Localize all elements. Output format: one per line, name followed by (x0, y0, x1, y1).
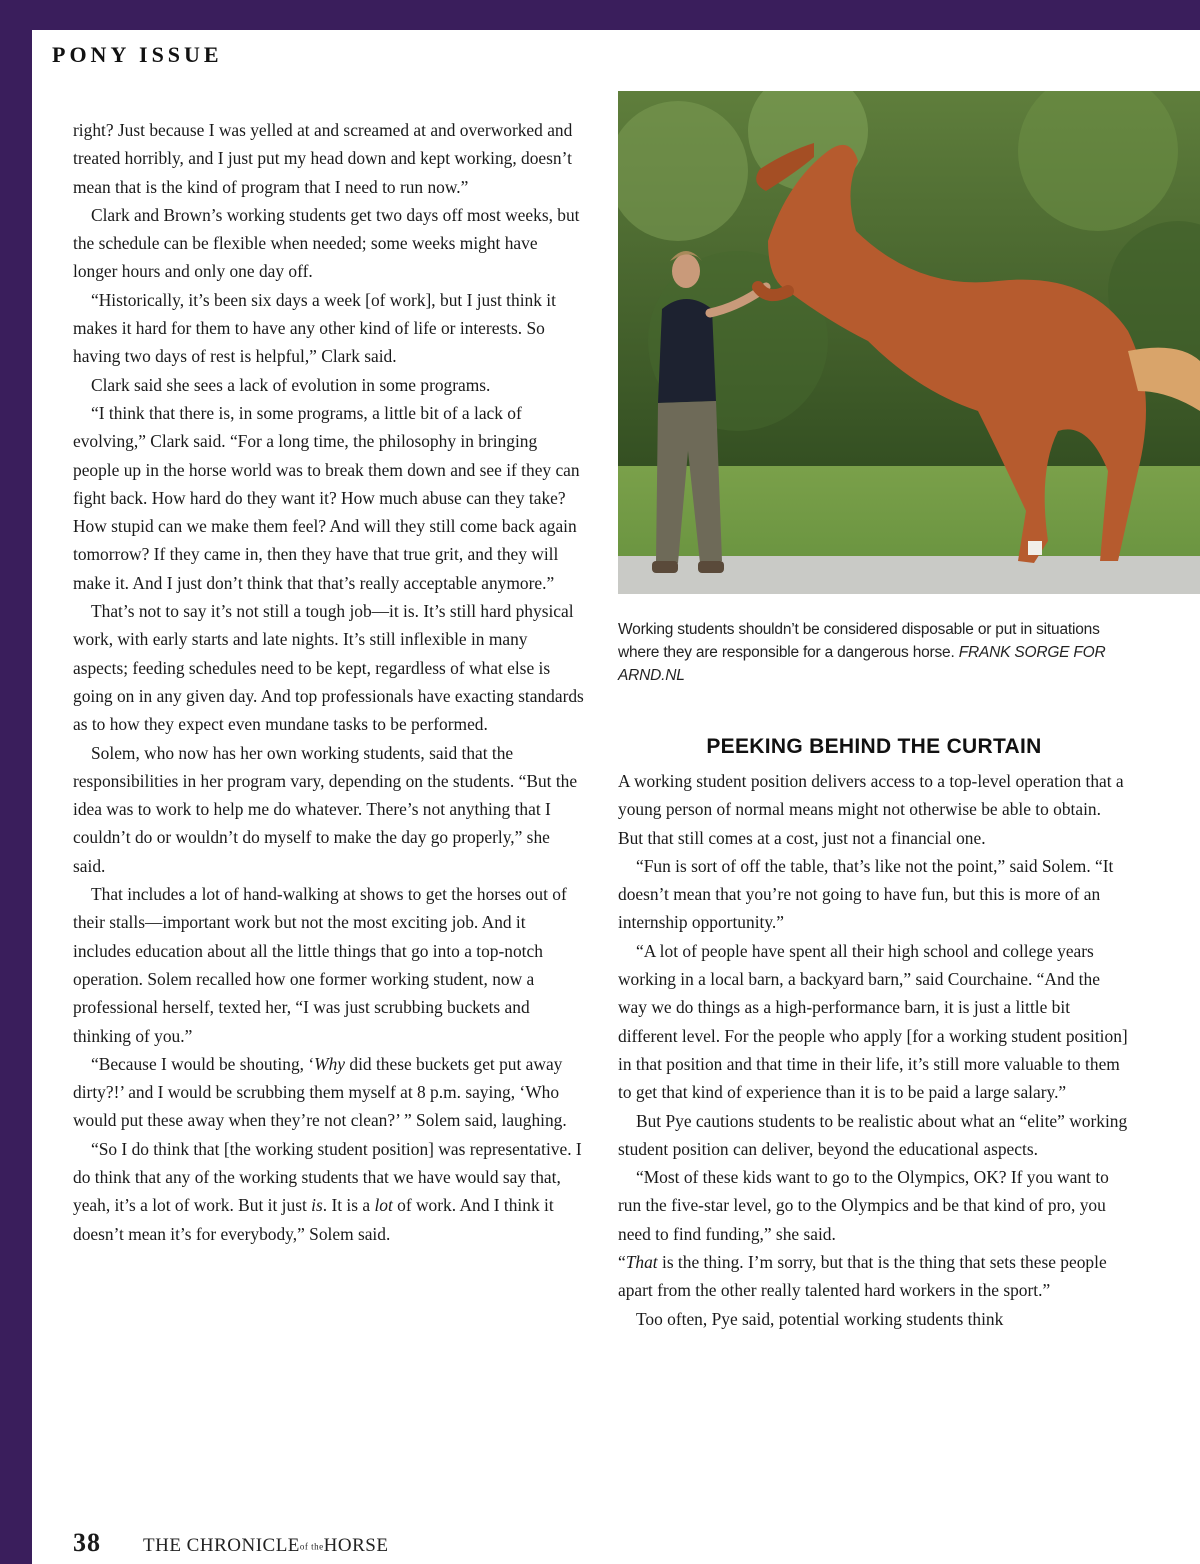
paragraph: Too often, Pye said, potential working students think (636, 1308, 1004, 1329)
paragraph: Clark said she sees a lack of evolution in some programs. (91, 374, 491, 395)
left-border (0, 0, 32, 1564)
paragraph: right? Just because I was yelled at and screamed at and overworked and treated horribly, and I just put my head down and kept working, doesn’t mean that is the kind of program that I need to run now.” (73, 120, 573, 197)
paragraph: “I think that there is, in some programs, a little bit of a lack of evolving,” Clark said. “For a long time, the philosophy in bringing people up in the horse world was to break them down and see if they can fight back. How hard do they want it? How much abuse can they take? How stupid can we make them feel? And will they still come back again tomorrow? If they came in, then they have that true grit, and they will make it. And I just don’t think that that’s really acceptable anymore.” (73, 402, 580, 593)
photo-credit: FRANK SORGE FOR ARND.NL (618, 644, 1106, 684)
paragraph: That includes a lot of hand-walking at shows to get the horses out of their stalls—important work but not the most exciting job. And it includes education about all the little things that go into a top-notch operation. Solem recalled how one former working student, now a professional herself, texted her, “I was just scrubbing buckets and thinking of you.” (73, 884, 567, 1046)
horse-photo (618, 91, 1200, 594)
paragraph: “So I do think that [the working student position] was representative. I do think that any of the working students that we have would say that, yeah, it’s a lot of work. But it just is. It is a lot of work. And I think it doesn’t mean it’s for everybody,” Solem said. (73, 1138, 582, 1244)
top-border (0, 0, 1200, 30)
paragraph: “Because I would be shouting, ‘Why did these buckets get put away dirty?!’ and I would be scrubbing them myself at 8 p.m. saying, ‘Who would put these away when they’re not clean?’ ” Solem said, laughing. (73, 1053, 567, 1131)
magazine-name: THE CHRONICLEof theHORSE (143, 1535, 389, 1556)
paragraph: “A lot of people have spent all their high school and college years working in a local barn, a backyard barn,” said Courchaine. “And the way we do things as a high-performance barn, it is just a little bit different level. For the people who apply [for a working student position] in that position and that time in their life, it’s still more valuable to them to get that kind of experience than it is to be paid a large salary.” (618, 940, 1128, 1103)
photo-caption (618, 618, 1118, 687)
paragraph: “Fun is sort of off the table, that’s like not the point,” said Solem. “It doesn’t mean that you’re not going to have fun, but this is more of an internship opportunity.” (618, 855, 1114, 933)
paragraph: “Most of these kids want to go to the Olympics, OK? If you want to run the five-star level, go to the Olympics and be that kind of pro, you need to find funding,” she said. “That is the thing. I’m sorry, but that is the thing that sets these people apart from the other really talented hard workers in the sport.” (618, 1167, 1109, 1301)
paragraph: But Pye cautions students to be realistic about what an “elite” working student position can deliver, beyond the educational aspects. (618, 1110, 1128, 1159)
caption-text: Working students shouldn’t be considered disposable or put in situations where they are responsible for a dangerous horse. (618, 621, 1100, 661)
paragraph: That’s not to say it’s not still a tough job—it is. It’s still hard physical work, with early starts and late nights. It’s still inflexible in many aspects; feeding schedules need to be kept, regardless of what else is going on in any given day. And top professionals have exacting standards as to how they expect even mundane tasks to be performed. (73, 601, 584, 735)
section-label: PONY ISSUE (52, 42, 223, 67)
paragraph: Clark and Brown’s working students get two days off most weeks, but the schedule can be flexible when needed; some weeks might have longer hours and only one day off. (73, 204, 580, 282)
left-article-column (73, 116, 585, 1248)
right-article-column (618, 767, 1130, 1333)
paragraph: Solem, who now has her own working students, said that the responsibilities in her program vary, depending on the students. “But the idea was to work to help me do whatever. There’s not anything that I couldn’t do or wouldn’t do myself to make the day go properly,” she said. (73, 742, 578, 876)
section-heading: PEEKING BEHIND THE CURTAIN (706, 735, 1042, 758)
page-number: 38 (73, 1528, 101, 1557)
paragraph: A working student position delivers access to a top-level operation that a young person of normal means might not otherwise be able to obtain. But that still comes at a cost, just not a financial one. (618, 771, 1124, 848)
paragraph: “Historically, it’s been six days a week [of work], but I just think it makes it hard for them to have any other kind of life or interests. So having two days of rest is helpful,” Clark said. (73, 289, 556, 367)
